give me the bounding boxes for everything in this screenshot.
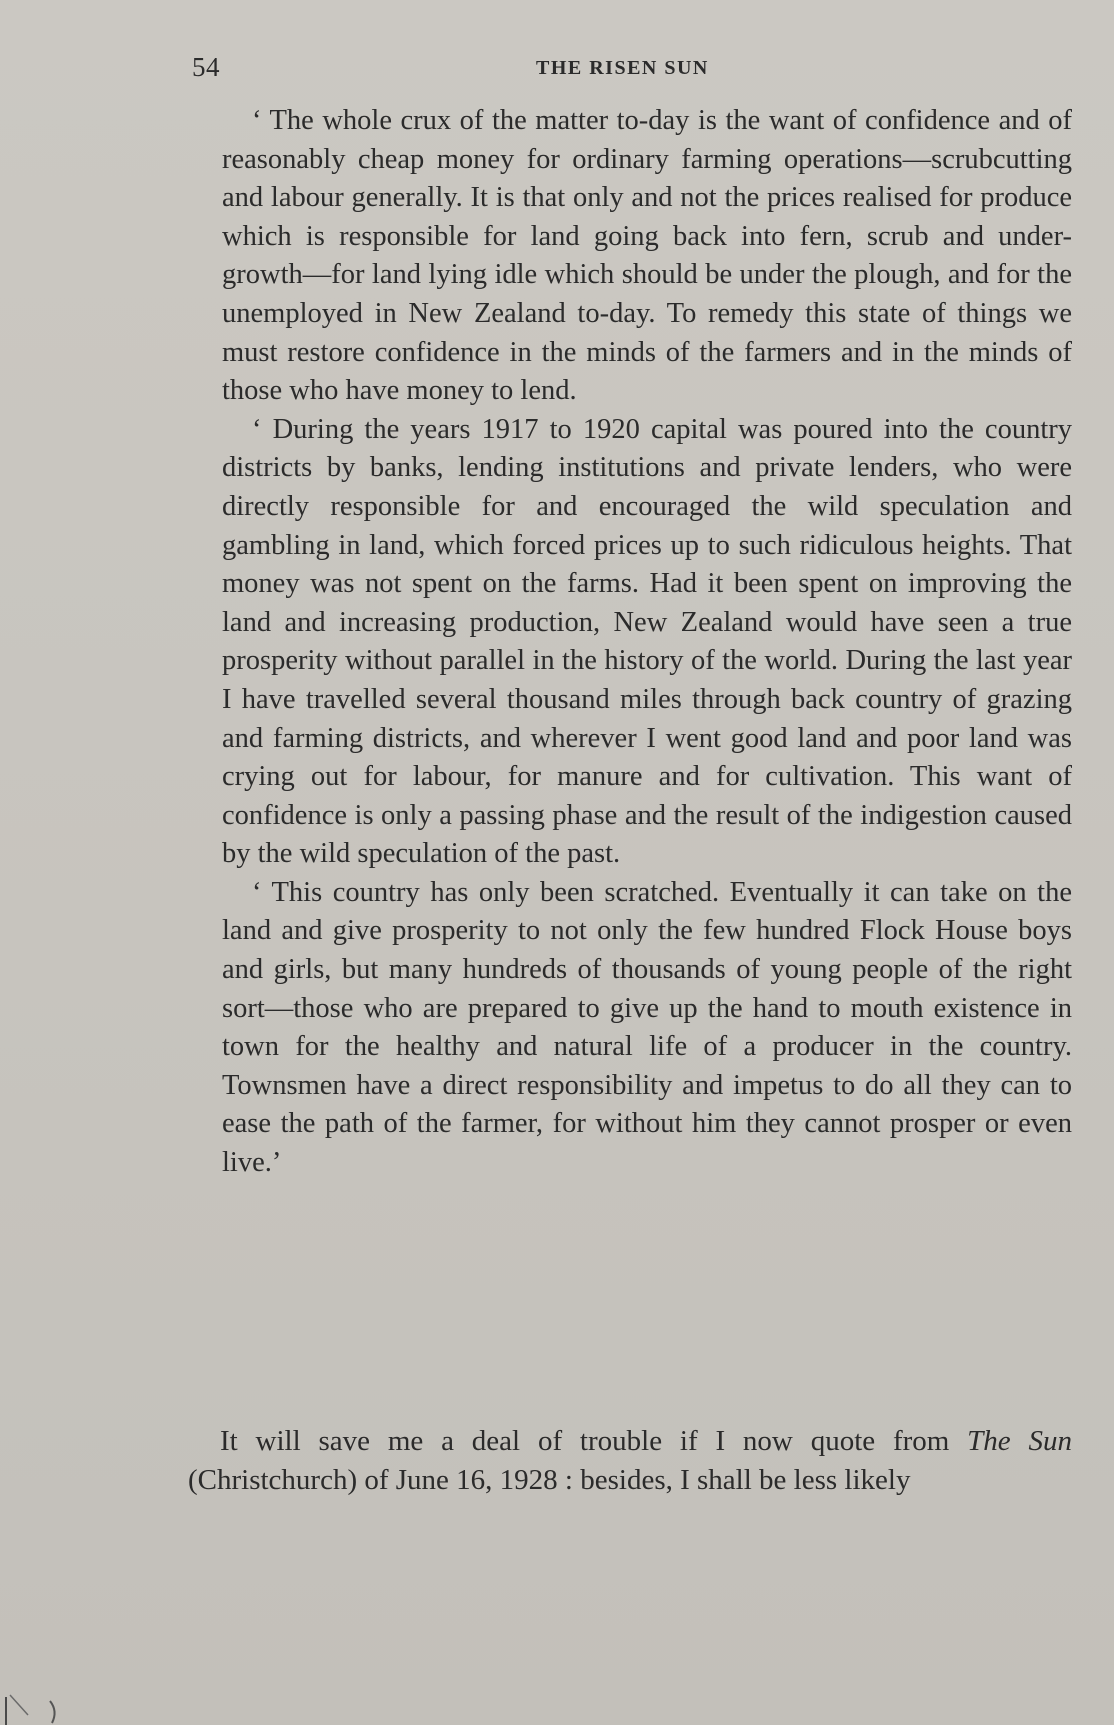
page-corner-mark bbox=[0, 1685, 70, 1725]
body-paragraph bbox=[188, 1422, 1072, 1499]
body-text-after-title: (Christchurch) of June 16, 1928 : besides, I shall be less likely bbox=[188, 1463, 911, 1496]
page-number: 54 bbox=[192, 52, 220, 82]
quoted-passage bbox=[222, 102, 1072, 1183]
body-text bbox=[188, 1422, 1072, 1499]
body-text-before-title: It will save me a deal of trouble if I now quote from bbox=[220, 1425, 968, 1457]
newspaper-title: The Sun bbox=[967, 1425, 1073, 1457]
running-head bbox=[192, 52, 1072, 92]
quote-paragraph-1: ‘ The whole crux of the matter to-day is the want of confidence and of reasonably cheap money for ordinary farming operations—scrubcutting and labour generally. It is that only and not the prices realised for produce which is responsible for land going back into fern, scrub and under-growth—for land lying idle which should be under the plough, and for the unemployed in New Zealand to-day. To remedy this state of things we must restore confidence in the minds of the farmers and in the minds of those who have money to lend. bbox=[222, 105, 1072, 407]
quote-paragraph-2: ‘ During the years 1917 to 1920 capital was poured into the country districts by banks, lending institutions and private lenders, who were directly responsible for and encouraged the wild speculation and gambling in land, which forced prices up to such ridiculous heights. That money was not spent on the farms. Had it been spent on improving the land and increasing production, New Zealand would have seen a true prosperity without parallel in the history of the world. During the last year I have travelled several thousand miles through back country of grazing and farming districts, and wherever I went good land and poor land was crying out for labour, for manure and for cultivation. This want of confidence is only a passing phase and the result of the indigestion caused by the wild speculation of the past. bbox=[222, 413, 1072, 870]
quote-paragraph-3: ‘ This country has only been scratched. Eventually it can take on the land and give prosperity to not only the few hundred Flock House boys and girls, but many hundreds of thousands of young people of the right sort—those who are prepared to give up the hand to mouth existence in town for the healthy and natural life of a producer in the country. Townsmen have a direct responsibility and impetus to do all they can to ease the path of the farmer, for without him they cannot prosper or even live.’ bbox=[222, 876, 1072, 1179]
running-title: THE RISEN SUN bbox=[536, 57, 709, 79]
